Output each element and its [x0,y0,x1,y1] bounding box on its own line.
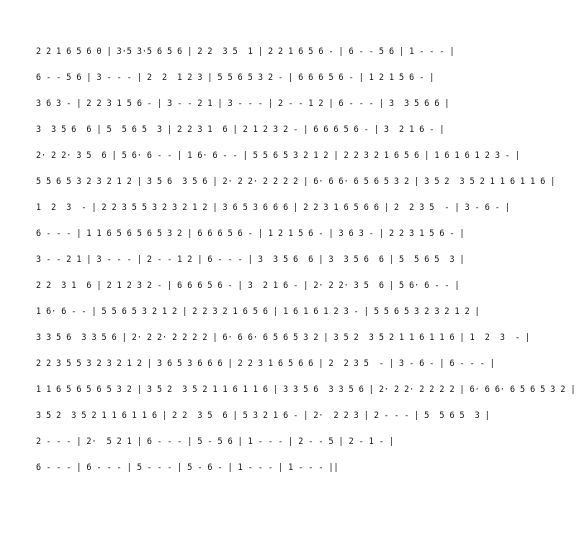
notation-line-12: 3 3 5 6 3 3 5 6 | 2· 2 2· 2 2 2 2 | 6· 6 6· 6 5 6 5 3 2 | 3 5 2 3 5 2 1 1 6 1 1 6 | 1 2 3 - | [36,332,531,342]
notation-line-3: 3 6 3 - | 2 2 3 1 5 6 - | 3 - - 2 1 | 3 - - - | 2 - - 1 2 | 6 - - - | 3 3 5 6 6 | [36,98,450,108]
notation-line-10: 2 2 3 1 6 | 2 1 2 3 2 - | 6 6 6 5 6 - | 3 2 1 6 - | 2· 2 2· 3 5 6 | 5 6· 6 - - | [36,280,460,290]
notation-line-17: 6 - - - | 6 - - - | 5 - - - | 5 - 6 - | 1 - - - | 1 - - - || [36,462,339,472]
notation-line-16: 2 - - - | 2· 5 2 1 | 6 - - - | 5 - 5 6 | 1 - - - | 2 - - 5 | 2 - 1 - | [36,436,394,446]
notation-line-11: 1 6· 6 - - | 5 5 6 5 3 2 1 2 | 2 2 3 2 1 6 5 6 | 1 6 1 6 1 2 3 - | 5 5 6 5 3 2 3 2 1 2 | [36,306,480,316]
notation-line-2: 6 - - 5 6 | 3 - - - | 2 2 1 2 3 | 5 5 6 5 3 2 - | 6 6 6 5 6 - | 1 2 1 5 6 - | [36,72,435,82]
notation-line-9: 3 - - 2 1 | 3 - - - | 2 - - 1 2 | 6 - - - | 3 3 5 6 6 | 3 3 5 6 6 | 5 5 6 5 3 | [36,254,465,264]
notation-line-6: 5 5 6 5 3 2 3 2 1 2 | 3 5 6 3 5 6 | 2· 2 2· 2 2 2 2 | 6· 6 6· 6 5 6 5 3 2 | 3 5 2 3 5 2 1 1 6 1 1 6 | [36,176,556,186]
notation-line-1: 2 2 1 6 5 6 0 | 3·5 3·5 6 5 6 | 2 2 3 5 1 | 2 2 1 6 5 6 - | 6 - - 5 6 | 1 - - - | [36,46,455,56]
notation-line-8: 6 - - - | 1 1 6 5 6 5 6 5 3 2 | 6 6 6 5 6 - | 1 2 1 5 6 - | 3 6 3 - | 2 2 3 1 5 6 - | [36,228,465,238]
notation-line-5: 2· 2 2· 3 5 6 | 5 6· 6 - - | 1 6· 6 - - | 5 5 6 5 3 2 1 2 | 2 2 3 2 1 6 5 6 | 1 6 1 6 1 2 3 - | [36,150,521,160]
notation-line-15: 3 5 2 3 5 2 1 1 6 1 1 6 | 2 2 3 5 6 | 5 3 2 1 6 - | 2· 2 2 3 | 2 - - - | 5 5 6 5 3 | [36,410,490,420]
notation-line-7: 1 2 3 - | 2 2 3 5 5 3 2 3 2 1 2 | 3 6 5 3 6 6 6 | 2 2 3 1 6 5 6 6 | 2 2 3 5 - | 3 - 6 - | [36,202,510,212]
notation-line-14: 1 1 6 5 6 5 6 5 3 2 | 3 5 2 3 5 2 1 1 6 1 1 6 | 3 3 5 6 3 3 5 6 | 2· 2 2· 2 2 2 2 | 6· 6 6· 6 5 6 5 3 2 | [36,384,576,394]
notation-line-4: 3 3 5 6 6 | 5 5 6 5 3 | 2 2 3 1 6 | 2 1 2 3 2 - | 6 6 6 5 6 - | 3 2 1 6 - | [36,124,445,134]
notation-line-13: 2 2 3 5 5 3 2 3 2 1 2 | 3 6 5 3 6 6 6 | 2 2 3 1 6 5 6 6 | 2 2 3 5 - | 3 - 6 - | 6 - - - | [36,358,495,368]
